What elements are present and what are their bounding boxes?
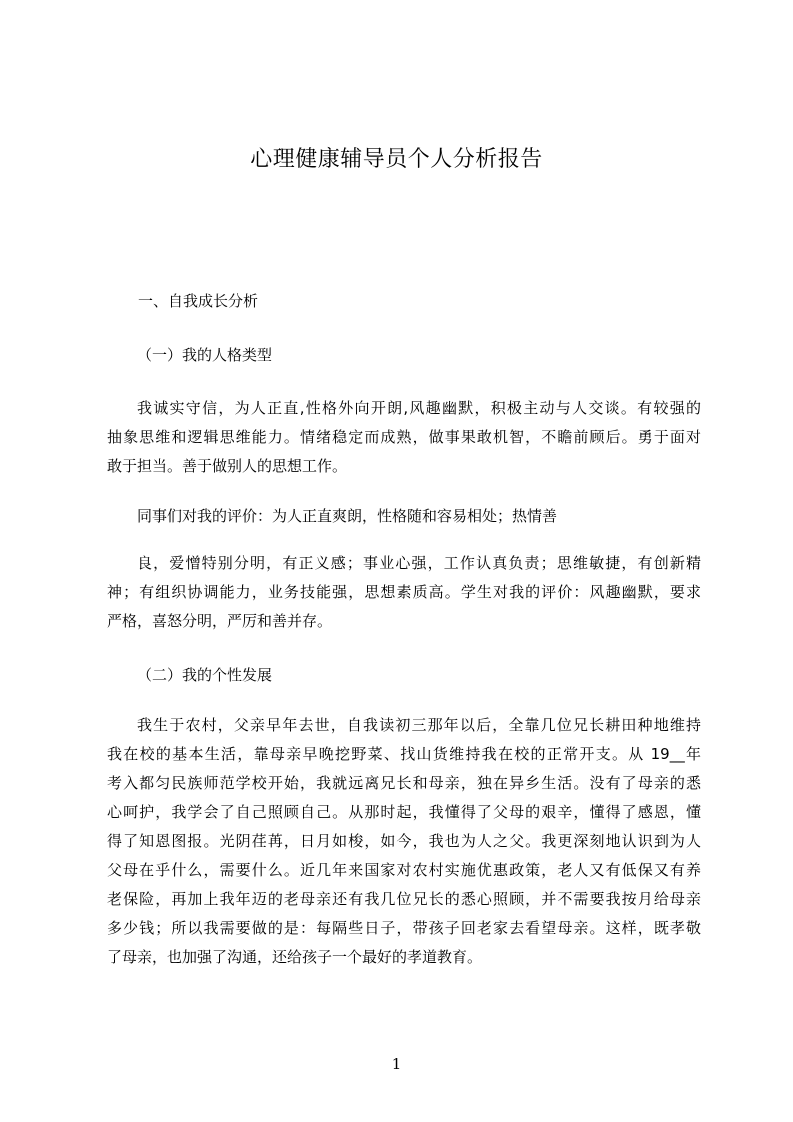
paragraph-personality-description (107, 394, 701, 481)
section-heading-self-growth: 一、自我成长分析 (138, 292, 259, 310)
text-line: 我诚实守信，为人正直,性格外向开朗,风趣幽默，积极主动与人交谈。有较强的 (137, 399, 701, 417)
text-line: 老保险，再加上我年迈的老母亲还有我几位兄长的悉心照顾，并不需要我按月给母亲 (107, 890, 701, 908)
text-line: 良，爱憎特别分明，有正义感；事业心强，工作认真负责；思维敏捷，有创新精 (137, 554, 701, 572)
text-line: 抽象思维和逻辑思维能力。情绪稳定而成熟，做事果敢机智，不瞻前顾后。勇于面对 (107, 428, 701, 446)
text-line: 得了知恩图报。光阴荏苒，日月如梭，如今，我也为人之父。我更深刻地认识到为人 (107, 832, 701, 850)
text-line: 我生于农村，父亲早年去世，自我读初三那年以后，全靠几位兄长耕田种地维持 (137, 716, 701, 734)
text-line: 神；有组织协调能力，业务技能强，思想素质高。学生对我的评价：风趣幽默，要求 (107, 583, 701, 601)
page-number: 1 (391, 1055, 402, 1073)
subsection-heading-personality-type: （一）我的人格类型 (137, 346, 273, 364)
text-line: 多少钱；所以我需要做的是：每隔些日子，带孩子回老家去看望母亲。这样，既孝敬 (107, 919, 701, 937)
paragraph-evaluation-continued (107, 549, 701, 636)
text-line: 心呵护，我学会了自己照顾自己。从那时起，我懂得了父母的艰辛，懂得了感恩，懂 (107, 803, 701, 821)
text-line: 了母亲，也加强了沟通，还给孩子一个最好的孝道教育。 (107, 948, 483, 966)
text-line: 我在校的基本生活，靠母亲早晚挖野菜、找山货维持我在校的正常开支。从 19__年 (107, 745, 701, 763)
paragraph-personal-development (107, 711, 701, 972)
paragraph-colleague-evaluation: 同事们对我的评价：为人正直爽朗，性格随和容易相处；热情善 (137, 507, 558, 525)
text-line: 考入都匀民族师范学校开始，我就远离兄长和母亲，独在异乡生活。没有了母亲的悉 (107, 774, 701, 792)
subsection-heading-personal-development: （二）我的个性发展 (137, 666, 273, 684)
text-line: 父母在乎什么，需要什么。近几年来国家对农村实施优惠政策，老人又有低保又有养 (107, 861, 701, 879)
document-title: 心理健康辅导员个人分析报告 (250, 147, 543, 172)
text-line: 严格，喜怒分明，严厉和善并存。 (107, 612, 333, 630)
text-line: 敢于担当。善于做别人的思想工作。 (107, 457, 348, 475)
